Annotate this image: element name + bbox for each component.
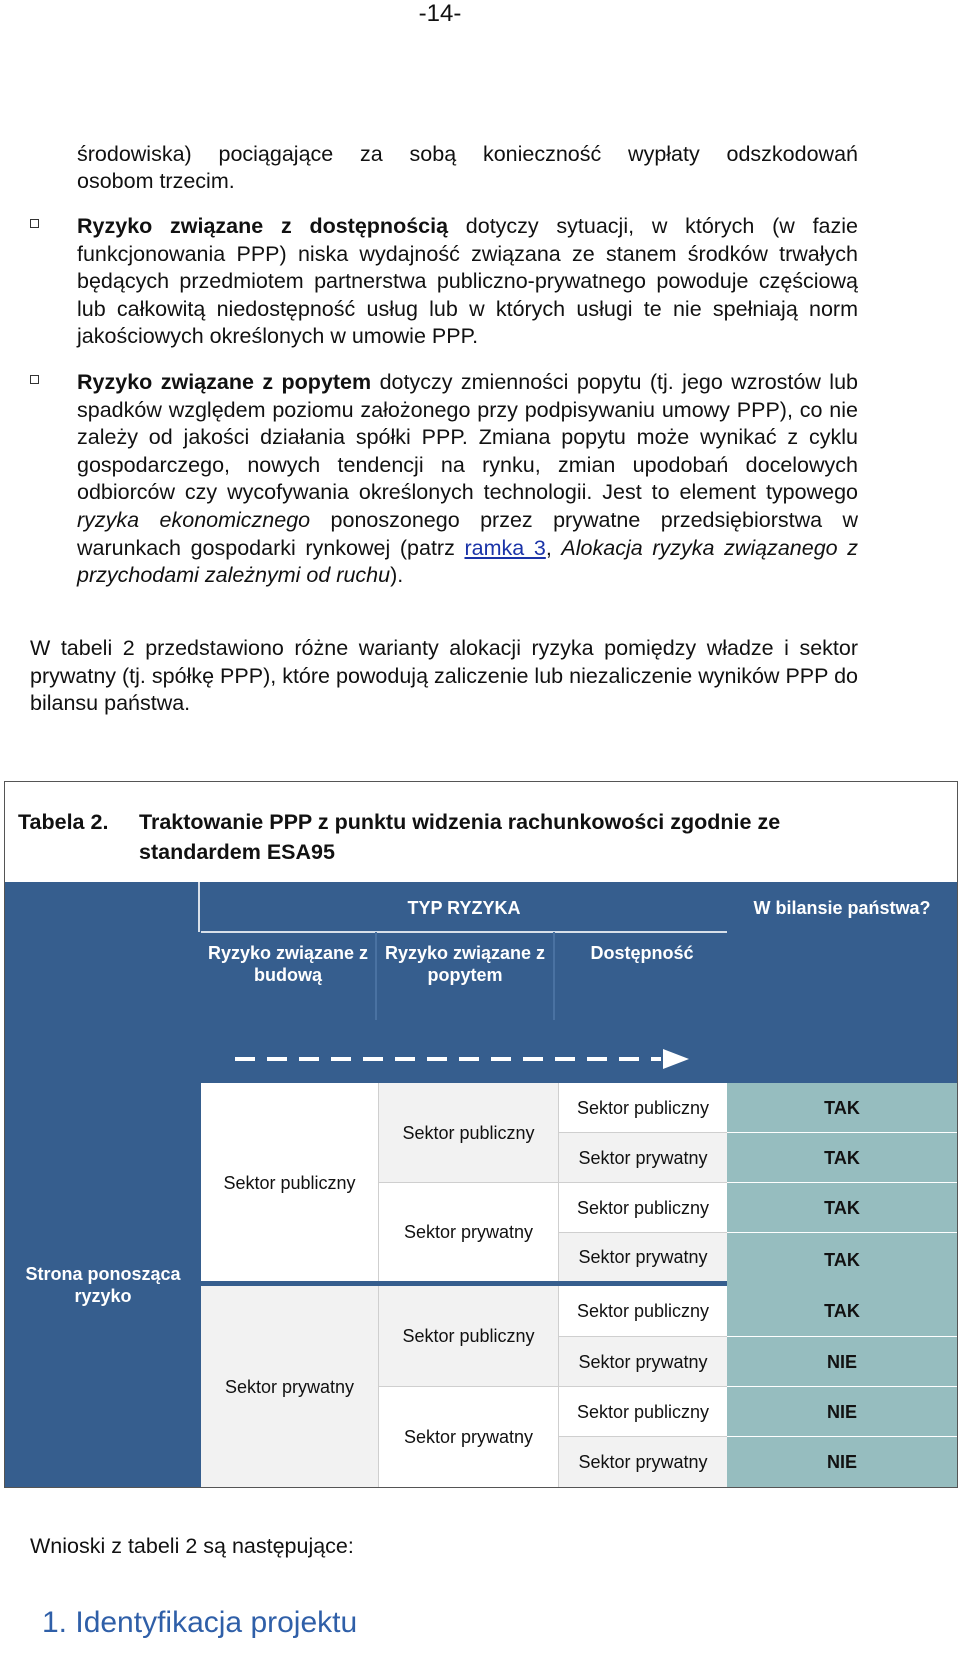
construction-cell: Sektor prywatny — [201, 1286, 379, 1487]
term-demand: Ryzyko związane z popytem — [77, 370, 372, 394]
header-construction: Ryzyko związane z budową — [207, 943, 369, 985]
table-caption-line-2: standardem ESA95 — [139, 840, 335, 864]
balance-cell: NIE — [727, 1337, 957, 1387]
demand-cell: Sektor prywatny — [379, 1183, 559, 1281]
availability-cell: Sektor publiczny — [559, 1387, 727, 1437]
header-divider — [198, 882, 200, 932]
bullet-demand — [77, 369, 858, 590]
conclusion-text: Wnioski z tabeli 2 są następujące: — [30, 1534, 354, 1558]
balance-cell: TAK — [727, 1233, 957, 1286]
header-divider — [201, 931, 727, 933]
row-header-party: Strona ponosząca ryzyko — [5, 1083, 201, 1487]
header-divider — [375, 932, 377, 1020]
balance-cell: TAK — [727, 1183, 957, 1233]
text-demand-4: ). — [390, 563, 404, 588]
table-caption-label: Tabela 2. — [18, 810, 109, 834]
header-demand: Ryzyko związane z popytem — [384, 943, 546, 985]
availability-cell: Sektor prywatny — [559, 1337, 727, 1387]
intro-line-2: osobom trzecim. — [77, 169, 235, 193]
bullet-square-icon — [30, 219, 39, 228]
demand-cell: Sektor publiczny — [379, 1286, 559, 1387]
bullet-availability — [77, 213, 858, 351]
header-divider — [553, 932, 555, 1020]
text-demand-1: dotyczy zmienności popytu (tj. jego wzrostów lub spadków względem poziomu założonego przy podpisywaniu umowy PPP), co nie zależy od jakości działania spółki PPP. Zmiana popytu może wynikać z cyklu gospodarczego, nowych tendencji na rynku, zmian upodobań docelowych odbiorców czy wycofywania określonych technologii. Jest to element typowego — [77, 370, 858, 505]
balance-cell: NIE — [727, 1387, 957, 1437]
balance-cell: TAK — [727, 1083, 957, 1133]
balance-cell: TAK — [727, 1286, 957, 1337]
section-heading: 1. Identyfikacja projektu — [42, 1606, 358, 1639]
italic-allocation-title: Alokacja ryzyka związanego z przychodami zależnymi od ruchu — [77, 535, 858, 588]
dashed-arrow-icon — [201, 1044, 701, 1074]
text-availability: dotyczy sytuacji, w których (w fazie funkcjonowania PPP) niska wydajność związana ze stanem środków trwałych będących przedmiotem partnerstwa publiczno-prywatnego powoduje częściową lub całkowitą niedostępność usług lub w których usługi te nie spełniają norm jakościowych określonych w umowie PPP. — [77, 214, 858, 349]
construction-cell: Sektor publiczny — [201, 1083, 379, 1282]
text-demand-3: , — [545, 535, 562, 560]
header-risk-type: TYP RYZYKA — [407, 898, 521, 918]
availability-cell: Sektor prywatny — [559, 1437, 727, 1487]
intro-line-1: środowiska) pociągające za sobą konieczność wypłaty odszkodowań — [77, 142, 858, 166]
availability-cell: Sektor publiczny — [559, 1183, 727, 1233]
page-number: -14- — [418, 0, 462, 27]
header-availability: Dostępność — [590, 943, 694, 963]
balance-cell: NIE — [727, 1437, 957, 1487]
availability-cell: Sektor prywatny — [559, 1233, 727, 1281]
header-balance: W bilansie państwa? — [753, 898, 931, 918]
bullet-square-icon — [30, 375, 39, 384]
term-availability: Ryzyko związane z dostępnością — [77, 214, 449, 238]
demand-cell: Sektor prywatny — [379, 1387, 559, 1487]
italic-economic-risk: ryzyka ekonomicznego — [77, 507, 311, 532]
availability-cell: Sektor prywatny — [559, 1133, 727, 1183]
availability-cell: Sektor publiczny — [559, 1083, 727, 1133]
table-caption-line-1: Traktowanie PPP z punktu widzenia rachunkowości zgodnie ze — [139, 810, 781, 834]
text-demand-2: ponoszonego przez prywatne przedsiębiorstwa w warunkach gospodarki rynkowej (patrz — [77, 507, 858, 560]
availability-cell: Sektor publiczny — [559, 1286, 727, 1337]
table-2 — [4, 781, 958, 1488]
balance-cell: TAK — [727, 1133, 957, 1183]
allocation-paragraph: W tabeli 2 przedstawiono różne warianty alokacji ryzyka pomiędzy władze i sektor prywatny (tj. spółkę PPP), które powodują zaliczenie lub niezaliczenie wyników PPP do bilansu państwa. — [30, 636, 858, 716]
ramka-3-link[interactable]: ramka 3 — [464, 535, 546, 560]
demand-cell: Sektor publiczny — [379, 1083, 559, 1183]
